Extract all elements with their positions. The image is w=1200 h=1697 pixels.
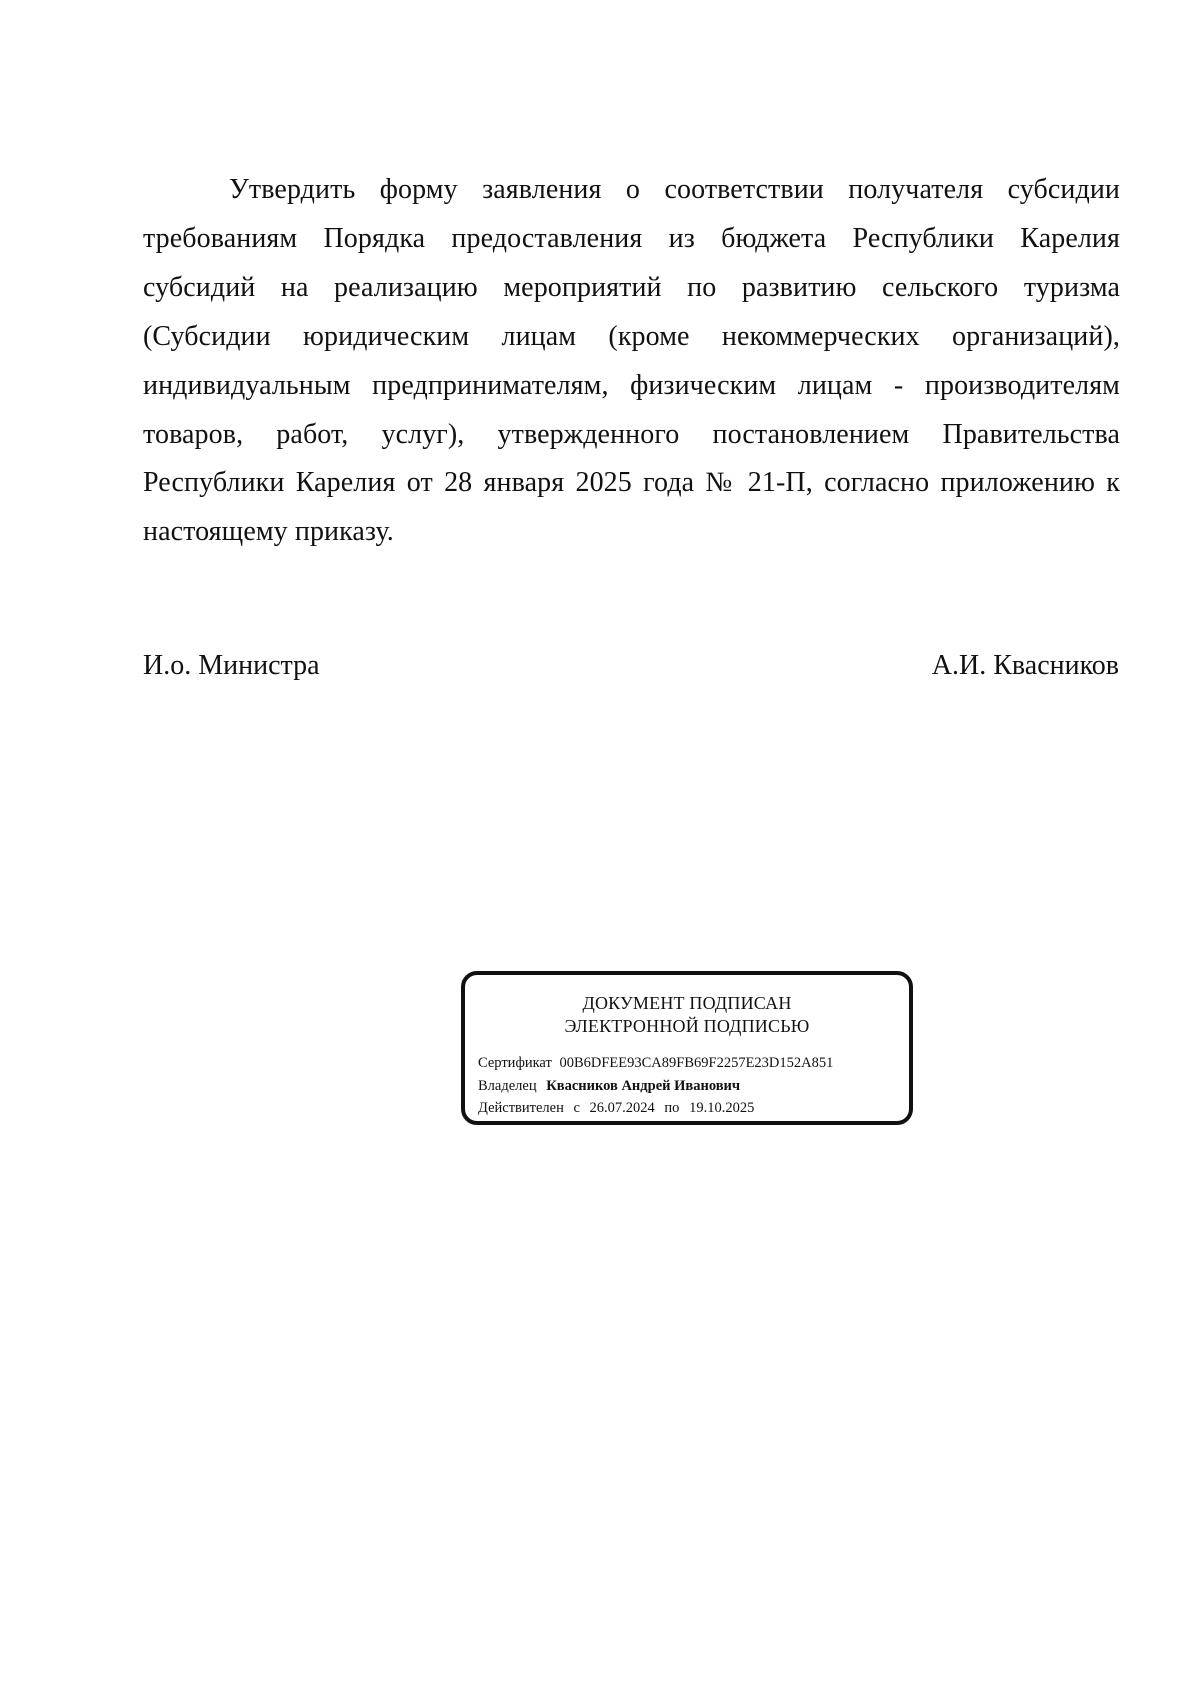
valid-from-label: с (573, 1100, 580, 1116)
certificate-label: Сертификат (478, 1055, 552, 1071)
signatory-position: И.о. Министра (143, 650, 320, 681)
owner-line (478, 1075, 833, 1098)
stamp-title-line-2: ЭЛЕКТРОННОЙ ПОДПИСЬЮ (564, 1016, 810, 1036)
stamp-title-line-1: ДОКУМЕНТ ПОДПИСАН (582, 993, 792, 1013)
owner-label: Владелец (478, 1077, 537, 1094)
certificate-line (478, 1052, 833, 1075)
valid-to-date: 19.10.2025 (689, 1100, 755, 1116)
signatory-name: А.И. Квасников (931, 650, 1119, 681)
validity-line (478, 1097, 833, 1120)
owner-value: Квасников Андрей Иванович (546, 1077, 741, 1094)
order-paragraph: Утвердить форму заявления о соответствии получателя субсидии требованиям Порядка предоставления из бюджета Республики Карелия субсидий на реализацию мероприятий по развитию сельского туризма (Субсидии юридическим лицам (кроме некоммерческих организаций), индивидуальным предпринимателям, физическим лицам - производителям товаров, работ, услуг), утвержденного постановлением Правительства Республики Карелия от 28 января 2025 года № 21-П, согласно приложению к настоящему приказу. (143, 174, 1120, 548)
signature-block (143, 648, 1119, 684)
valid-from-date: 26.07.2024 (589, 1100, 655, 1116)
valid-to-label: по (664, 1100, 680, 1116)
stamp-title (465, 992, 909, 1038)
certificate-value: 00B6DFEE93CA89FB69F2257E23D152A851 (559, 1055, 834, 1071)
stamp-details (478, 1052, 833, 1120)
electronic-signature-stamp (461, 971, 913, 1125)
valid-label: Действителен (478, 1100, 564, 1116)
